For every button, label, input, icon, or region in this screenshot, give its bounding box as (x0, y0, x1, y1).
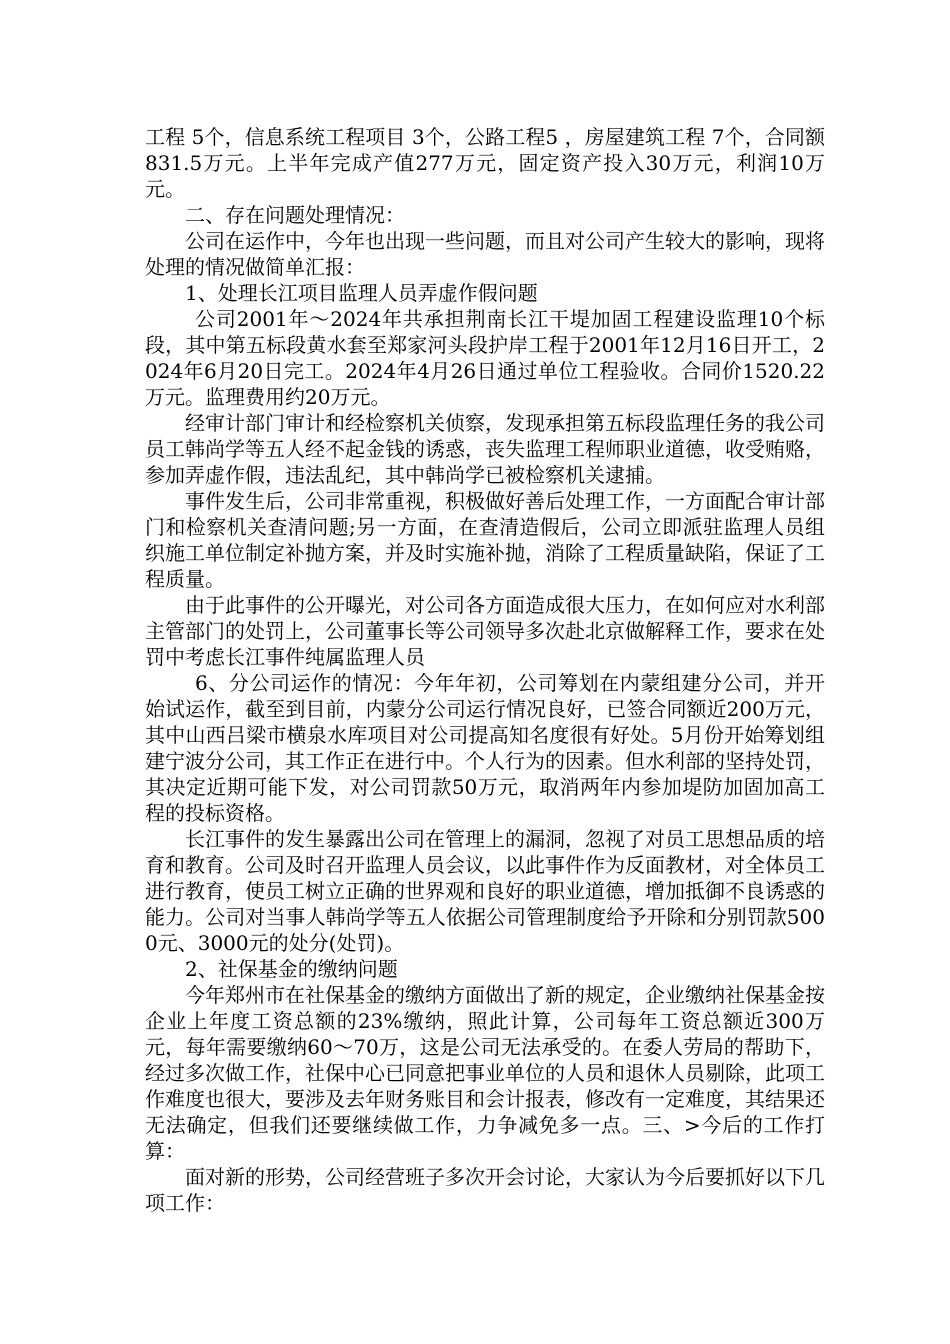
paragraph-aftermath: 事件发生后，公司非常重视，积极做好善后处理工作，一方面配合审计部门和检察机关查清问题;另一方面，在查清造假后，公司立即派驻监理人员组织施工单位制定补抛方案，并及时实施补抛，消除了工程质量缺陷，保证了工程质量。 (145, 489, 825, 591)
paragraph-social-security: 今年郑州市在社保基金的缴纳方面做出了新的规定，企业缴纳社保基金按企业上年度工资总额的23%缴纳，照此计算，公司每年工资总额近300万元，每年需要缴纳60～70万，这是公司无法承受的。在委人劳局的帮助下，经过多次做工作，社保中心已同意把事业单位的人员和退休人员剔除，此项工作难度也很大，要涉及去年财务账目和会计报表，修改有一定难度，其结果还无法确定，但我们还要继续做工作，力争减免多一点。三、>今后的工作打算： (145, 983, 825, 1163)
subheading-changjiang-issue: 1、处理长江项目监理人员弄虚作假问题 (185, 281, 538, 305)
paragraph-penalty-response: 由于此事件的公开曝光，对公司各方面造成很大压力，在如何应对水利部主管部门的处罚上，公司董事长等公司领导多次赴北京做解释工作，要求在处罚中考虑长江事件纯属监理人员 (145, 593, 825, 669)
paragraph-future-plans: 面对新的形势，公司经营班子多次开会讨论，大家认为今后要抓好以下几项工作： (145, 1165, 825, 1215)
paragraph-project-summary: 工程 5个，信息系统工程项目 3个，公路工程5 ，房屋建筑工程 7个，合同额831.5万元。上半年完成产值277万元，固定资产投入30万元，利润10万元。 (145, 125, 825, 201)
document-page (145, 124, 825, 1216)
paragraph-changjiang-contract: 公司2001年～2024年共承担荆南长江干堤加固工程建设监理10个标段，其中第五标段黄水套至郑家河头段护岸工程于2001年12月16日开工，2024年6月20日完工。2024年4月26日通过单位工程验收。合同价1520.22万元。监理费用约20万元。 (145, 307, 825, 409)
paragraph-problems-intro: 公司在运作中，今年也出现一些问题，而且对公司产生较大的影响，现将处理的情况做简单汇报： (145, 229, 825, 279)
paragraph-management-lessons: 长江事件的发生暴露出公司在管理上的漏洞，忽视了对员工思想品质的培育和教育。公司及时召开监理人员会议，以此事件作为反面教材，对全体员工进行教育，使员工树立正确的世界观和良好的职业道德，增加抵御不良诱惑的能力。公司对当事人韩尚学等五人依据公司管理制度给予开除和分别罚款5000元、3000元的处分(处罚)。 (145, 827, 825, 955)
paragraph-branch-operations: 6、分公司运作的情况：今年年初，公司筹划在内蒙组建分公司，并开始试运作，截至到目前，内蒙分公司运行情况良好，已签合同额近200万元，其中山西吕梁市横泉水库项目对公司提高知名度很有好处。5月份开始筹划组建宁波分公司，其工作正在进行中。个人行为的因素。但水利部的坚持处罚，其决定近期可能下发，对公司罚款50万元，取消两年内参加堤防加固加高工程的投标资格。 (145, 671, 825, 825)
paragraph-audit-findings: 经审计部门审计和经检察机关侦察，发现承担第五标段监理任务的我公司员工韩尚学等五人经不起金钱的诱惑，丧失监理工程师职业道德，收受贿赂，参加弄虚作假，违法乱纪，其中韩尚学已被检察机关逮捕。 (145, 411, 825, 487)
subheading-social-security: 2、社保基金的缴纳问题 (185, 957, 398, 981)
section-heading-problems: 二、存在问题处理情况： (185, 203, 405, 227)
